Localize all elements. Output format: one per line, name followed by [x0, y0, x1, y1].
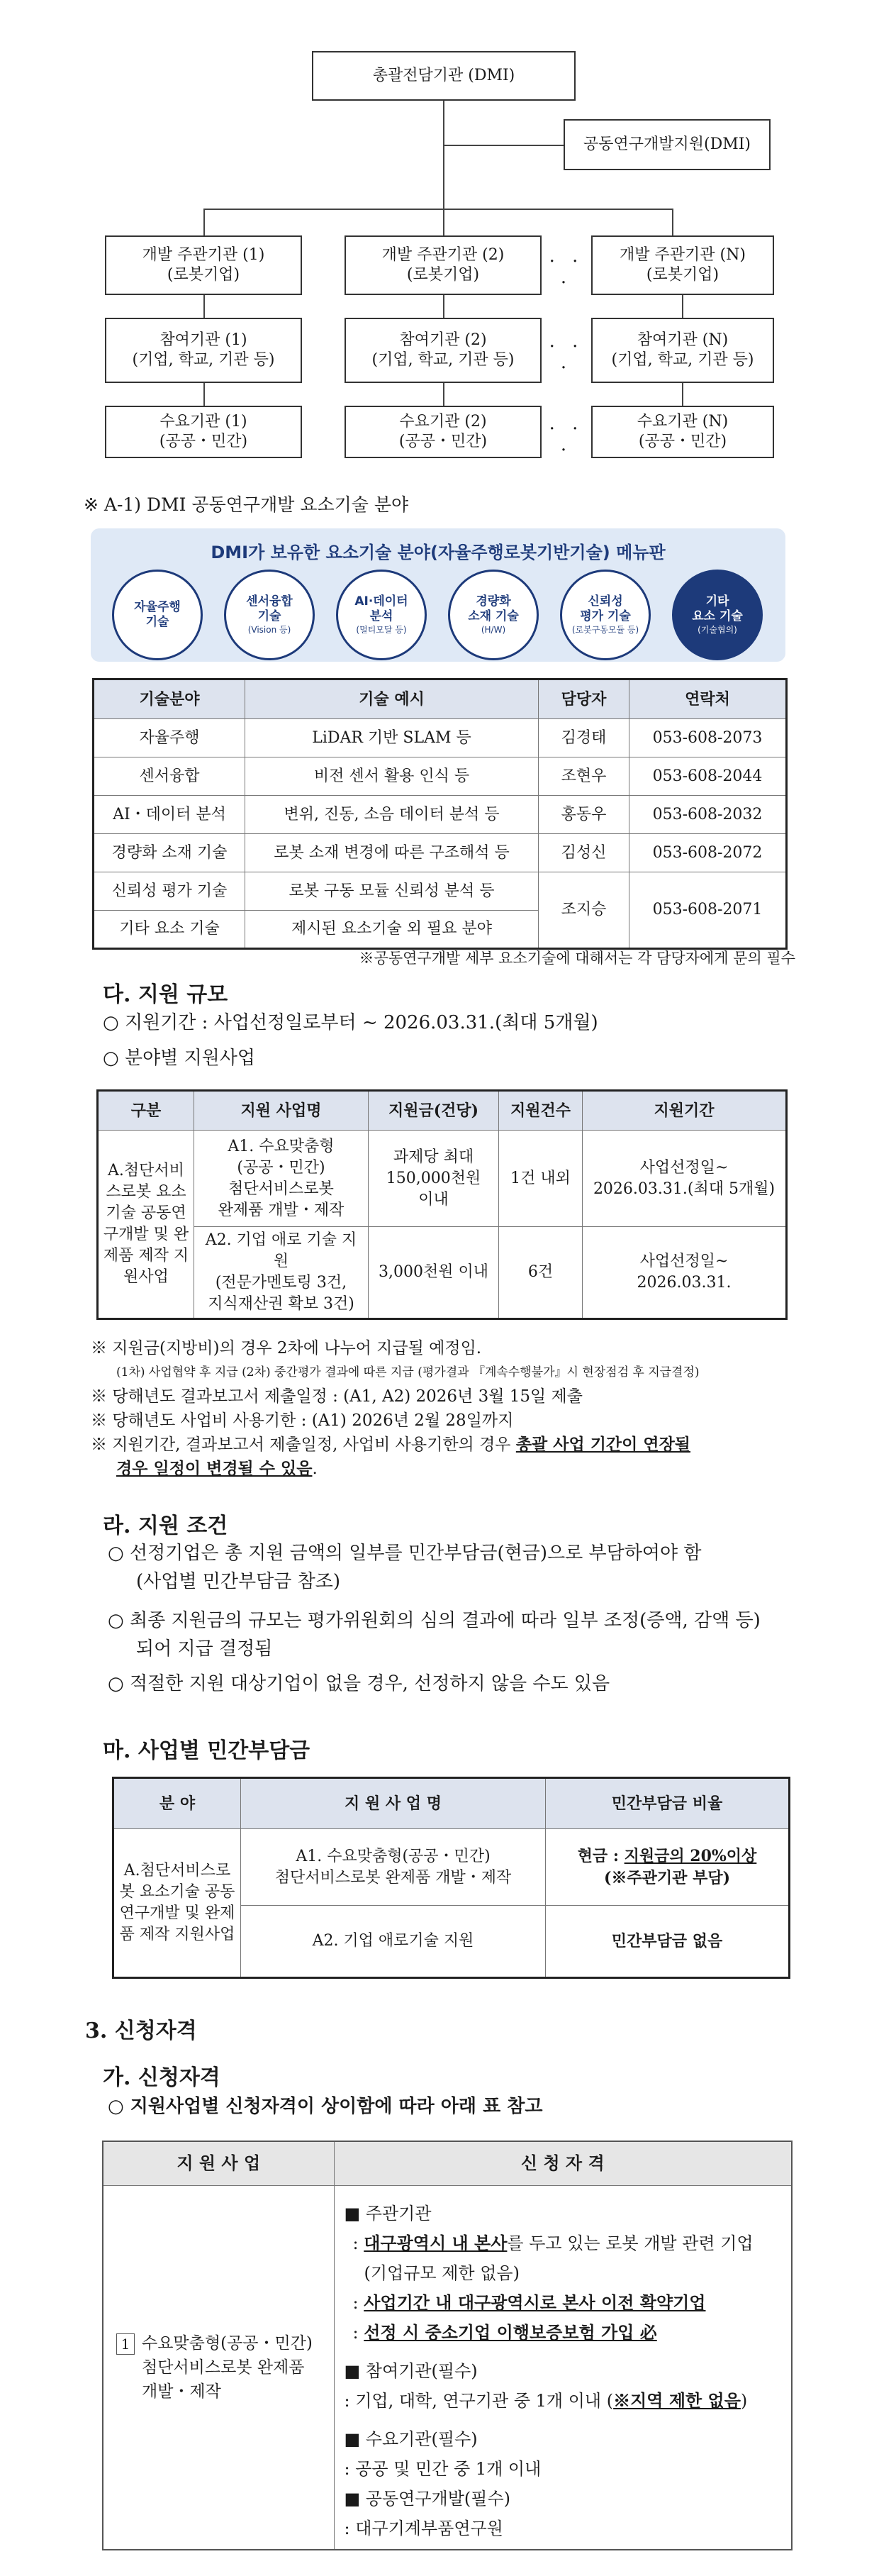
ratio-note: (※주관기관 부담)	[604, 1869, 730, 1887]
org-dem-1-sub: (공공・민간)	[159, 433, 248, 450]
cell-field: 경량화 소재 기술	[94, 834, 245, 872]
org-lead-2-sub: (로봇기업)	[406, 266, 480, 284]
note-line: ※ 지원금(지방비)의 경우 2차에 나누어 지급될 예정임.	[91, 1339, 482, 1358]
circle-sub: (Vision 등)	[247, 625, 291, 635]
cell-manager: 김경태	[539, 719, 629, 757]
circle-line1: 자율주행	[134, 600, 181, 614]
org-connector	[443, 145, 564, 146]
cell-example: 변위, 진동, 소음 데이터 분석 등	[245, 796, 539, 834]
org-connector	[443, 101, 444, 209]
circle-sub: (기술협의)	[698, 625, 737, 635]
note-line: (1차) 사업협약 후 지급 (2차) 중간평가 결과에 따른 지급 (평가결과 『계속수행불가』시 현장점검 후 지급결정)	[116, 1365, 700, 1379]
program-cell	[194, 1227, 369, 1319]
table-header: 기술분야	[94, 679, 245, 719]
table-row	[94, 872, 787, 911]
table-row	[94, 796, 787, 834]
cell-example: 제시된 요소기술 외 필요 분야	[245, 911, 539, 949]
cell-example: 로봇 소재 변경에 따른 구조해석 등	[245, 834, 539, 872]
qual-line	[345, 2288, 782, 2318]
org-dem-2-label: 수요기관 (2)	[399, 413, 487, 431]
org-lead-1	[105, 235, 302, 295]
qual-text: : 기업, 대학, 연구기관 중 1개 이내 (	[344, 2390, 614, 2411]
table-row	[94, 757, 787, 796]
tech-contact-table	[92, 678, 788, 950]
qual-line	[345, 2386, 782, 2416]
qualification-cell	[334, 2185, 792, 2550]
condition-line: ○ 선정기업은 총 지원 금액의 일부를 민간부담금(현금)으로 부담하여야 함	[108, 1543, 702, 1564]
org-lead-n	[591, 235, 774, 295]
table-header: 지원건수	[499, 1091, 583, 1131]
category-cell: A.첨단서비스로봇 요소기술 공동연구개발 및 완제품 제작 지원사업	[113, 1829, 241, 1978]
ratio-cell	[546, 1829, 790, 1906]
eligibility-table	[102, 2141, 793, 2550]
note-line: ※ 당해년도 결과보고서 제출일정 : (A1, A2) 2026년 3월 15일 제출	[91, 1387, 583, 1406]
table-row	[113, 1829, 790, 1906]
org-lead-n-label: 개발 주관기관 (N)	[620, 246, 746, 264]
program-cell	[241, 1829, 546, 1906]
condition-line: (사업별 민간부담금 참조)	[136, 1571, 340, 1592]
program-number-box: 1	[116, 2333, 135, 2355]
cell-example: 비전 센서 활용 인식 등	[245, 757, 539, 796]
tech-circle-sensor	[224, 570, 315, 660]
cell-field: AI・데이터 분석	[94, 796, 245, 834]
ratio-line	[550, 1845, 784, 1867]
table-header: 담당자	[539, 679, 629, 719]
amount-cell	[369, 1131, 499, 1227]
note-text: ※ 지원기간, 결과보고서 제출일정, 사업비 사용기한의 경우	[91, 1436, 511, 1454]
section-3-sub: 가. 신청자격	[103, 2065, 220, 2090]
qual-line: : 공공 및 민간 중 1개 이내	[344, 2458, 542, 2479]
org-connector	[682, 383, 683, 406]
qual-heading: ■ 주관기관	[344, 2203, 432, 2224]
qual-line	[345, 2228, 782, 2258]
cell-phone: 053-608-2044	[629, 757, 787, 796]
qual-emphasis: ※지역 제한 없음	[613, 2389, 741, 2411]
table-header: 구분	[98, 1091, 194, 1131]
table-header: 지원 사업명	[194, 1091, 369, 1131]
tech-circle-ai	[336, 570, 427, 660]
ratio-label: 현금 :	[577, 1847, 625, 1865]
table-header: 연락처	[629, 679, 787, 719]
org-part-1	[105, 318, 302, 383]
qual-colon: :	[352, 2233, 364, 2253]
program-cell: A2. 기업 애로기술 지원	[241, 1906, 546, 1978]
note-emphasis: 총괄 사업 기간이 연장될	[515, 1435, 691, 1454]
circle-line1: 신뢰성	[588, 594, 623, 609]
org-connector	[443, 295, 444, 318]
org-connector	[682, 295, 683, 318]
circle-line2: 소재 기술	[468, 609, 519, 623]
qual-emphasis: 사업기간 내 대구광역시로 본사 이전 확약기업	[364, 2292, 706, 2313]
circle-line2: 평가 기술	[580, 609, 631, 623]
table-header: 지 원 사 업	[103, 2141, 334, 2185]
circle-line1: 기타	[705, 594, 729, 609]
org-part-2	[345, 318, 542, 383]
amount-cell: 3,000천원 이내	[369, 1227, 499, 1319]
program-line: (전문가멘토링 3건,	[215, 1274, 347, 1292]
section-3-title: 3. 신청자격	[85, 2019, 197, 2043]
org-side-box	[564, 119, 771, 170]
org-part-1-sub: (기업, 학교, 기관 등)	[132, 351, 275, 369]
circle-line2: 기술	[145, 615, 169, 629]
org-part-1-label: 참여기관 (1)	[159, 331, 247, 349]
cell-phone: 053-608-2073	[629, 719, 787, 757]
cell-phone: 053-608-2071	[629, 872, 787, 949]
org-part-2-label: 참여기관 (2)	[399, 331, 487, 349]
org-part-n-sub: (기업, 학교, 기관 등)	[611, 351, 754, 369]
table-header: 지 원 사 업 명	[241, 1778, 546, 1829]
condition-1	[108, 1539, 802, 1596]
period-cell	[583, 1227, 787, 1319]
org-ellipsis: · · ·	[549, 418, 584, 461]
cell-field: 신뢰성 평가 기술	[94, 872, 245, 911]
note-line	[91, 1433, 800, 1457]
program-line: 개발・제작	[142, 2382, 221, 2401]
a1-footnote: ※공동연구개발 세부 요소기술에 대해서는 각 담당자에게 문의 필수	[359, 950, 795, 967]
period-line: 2026.03.31.	[637, 1274, 732, 1292]
program-cell	[103, 2185, 334, 2550]
org-part-n	[591, 318, 774, 383]
ratio-cell: 민간부담금 없음	[546, 1906, 790, 1978]
table-header: 민간부담금 비율	[546, 1778, 790, 1829]
cell-manager: 홍동우	[539, 796, 629, 834]
circle-sub: (멀티모달 등)	[356, 625, 407, 635]
table-row	[94, 719, 787, 757]
table-header: 기술 예시	[245, 679, 539, 719]
cell-example: LiDAR 기반 SLAM 등	[245, 719, 539, 757]
period-line: 사업선정일~	[639, 1253, 729, 1270]
org-dem-n-sub: (공공・민간)	[638, 433, 727, 450]
circle-line2: 기술	[257, 609, 281, 623]
org-lead-2-label: 개발 주관기관 (2)	[381, 246, 505, 264]
cell-field: 자율주행	[94, 719, 245, 757]
tech-circle-autonomous	[112, 570, 203, 660]
program-line: 첨단서비스로봇 완제품	[142, 2358, 305, 2377]
table-row	[98, 1131, 787, 1227]
cell-phone: 053-608-2072	[629, 834, 787, 872]
cell-manager: 조지승	[539, 872, 629, 949]
org-dem-1	[105, 406, 302, 458]
org-lead-n-sub: (로봇기업)	[646, 266, 720, 284]
org-connector	[443, 209, 444, 235]
cell-manager: 김성신	[539, 834, 629, 872]
count-cell: 6건	[499, 1227, 583, 1319]
tech-circle-other	[672, 570, 763, 660]
condition-2	[108, 1606, 802, 1663]
private-share-table	[112, 1777, 790, 1979]
org-lead-1-sub: (로봇기업)	[167, 266, 240, 284]
condition-line: 되어 지급 결정됨	[136, 1638, 273, 1660]
org-ellipsis: · · ·	[549, 251, 584, 294]
org-lead-2	[345, 235, 542, 295]
eligibility-note: ○ 지원사업별 신청자격이 상이함에 따라 아래 표 참고	[108, 2096, 543, 2117]
program-line: (공공・민간)	[237, 1158, 325, 1177]
note-period: .	[312, 1460, 318, 1478]
circle-line2: 분석	[369, 609, 393, 623]
tech-circle-lightweight	[448, 570, 539, 660]
org-dem-n-label: 수요기관 (N)	[637, 413, 729, 431]
table-header: 지원기간	[583, 1091, 787, 1131]
org-connector	[203, 209, 205, 235]
qual-emphasis: 선정 시 중소기업 이행보증보험 가입 必	[364, 2321, 657, 2343]
org-top-label: 총괄전담기관 (DMI)	[372, 67, 515, 84]
program-line: 지식재산권 확보 3건)	[208, 1295, 354, 1313]
program-line: A1. 수요맞춤형	[228, 1137, 335, 1155]
qual-heading: ■ 참여기관(필수)	[344, 2360, 478, 2381]
org-ellipsis: · · ·	[549, 336, 584, 379]
support-programs: ○ 분야별 지원사업	[103, 1048, 256, 1069]
program-line: 완제품 개발・제작	[218, 1201, 345, 1219]
support-scale-table	[96, 1089, 788, 1320]
org-dem-1-label: 수요기관 (1)	[159, 413, 247, 431]
period-cell	[583, 1131, 787, 1227]
table-row	[98, 1227, 787, 1319]
cell-field: 센서융합	[94, 757, 245, 796]
table-row	[94, 834, 787, 872]
org-connector	[672, 209, 673, 235]
circle-line1: AI·데이터	[354, 594, 408, 609]
section-ra-title: 라. 지원 조건	[103, 1514, 228, 1538]
table-row	[103, 2185, 792, 2550]
table-header: 지원금(건당)	[369, 1091, 499, 1131]
section-a1-title: ※ A-1) DMI 공동연구개발 요소기술 분야	[84, 494, 409, 515]
org-dem-n	[591, 406, 774, 458]
cell-manager: 조현우	[539, 757, 629, 796]
period-line: 사업선정일~	[639, 1158, 729, 1177]
cell-phone: 053-608-2032	[629, 796, 787, 834]
qual-text: )	[740, 2390, 748, 2411]
qual-text: 를 두고 있는 로봇 개발 관련 기업	[507, 2233, 754, 2253]
org-side-label: 공동연구개발지원(DMI)	[583, 135, 751, 153]
circle-sub: (H/W)	[481, 625, 506, 635]
org-part-2-sub: (기업, 학교, 기관 등)	[371, 351, 515, 369]
org-dem-2	[345, 406, 542, 458]
ratio-value: 지원금의 20%이상	[624, 1847, 757, 1865]
circle-line1: 센서융합	[246, 594, 293, 609]
notes-block	[91, 1336, 800, 1481]
section-ma-title: 마. 사업별 민간부담금	[103, 1738, 310, 1763]
org-connector	[203, 209, 673, 210]
program-line: A1. 수요맞춤형(공공・민간)	[296, 1847, 491, 1865]
qual-colon: :	[352, 2322, 364, 2343]
qual-heading: ■ 수요기관(필수)	[344, 2428, 478, 2449]
condition-3: ○ 적절한 지원 대상기업이 없을 경우, 선정하지 않을 수도 있음	[108, 1673, 610, 1694]
org-connector	[443, 383, 444, 406]
support-period: ○ 지원기간 : 사업선정일로부터 ~ 2026.03.31.(최대 5개월)	[103, 1012, 598, 1033]
tech-circle-reliability	[560, 570, 651, 660]
program-line: 첨단서비스로봇	[228, 1179, 334, 1198]
org-part-n-label: 참여기관 (N)	[637, 331, 729, 349]
program-line: 첨단서비스로봇 완제품 개발・제작	[274, 1868, 512, 1887]
condition-line: ○ 최종 지원금의 규모는 평가위원회의 심의 결과에 따라 일부 조정(증액, 감액 등)	[108, 1610, 761, 1631]
qual-heading: ■ 공동연구개발(필수)	[344, 2488, 511, 2509]
circle-sub: (로봇구동모듈 등)	[571, 625, 639, 635]
note-line	[91, 1457, 800, 1481]
cell-field: 기타 요소 기술	[94, 911, 245, 949]
count-cell: 1건 내외	[499, 1131, 583, 1227]
qual-line: : 대구기계부품연구원	[344, 2518, 503, 2538]
note-emphasis: 경우 일정이 변경될 수 있음	[116, 1459, 313, 1478]
table-header: 신 청 자 격	[334, 2141, 792, 2185]
note-line: ※ 당해년도 사업비 사용기한 : (A1) 2026년 2월 28일까지	[91, 1411, 514, 1430]
period-line: 2026.03.31.(최대 5개월)	[593, 1179, 776, 1198]
circle-line1: 경량화	[476, 594, 511, 609]
section-da-title: 다. 지원 규모	[103, 982, 228, 1007]
qual-colon: :	[352, 2292, 364, 2313]
qual-line	[345, 2318, 782, 2348]
org-connector	[203, 295, 205, 318]
org-lead-1-label: 개발 주관기관 (1)	[142, 246, 265, 264]
program-line: 수요맞춤형(공공・민간)	[142, 2333, 313, 2353]
amount-line: 이내	[418, 1190, 449, 1209]
qual-line: (기업규모 제한 없음)	[364, 2263, 520, 2283]
amount-line: 150,000천원	[386, 1169, 481, 1187]
amount-line: 과제당 최대	[393, 1148, 474, 1166]
org-connector	[203, 383, 205, 406]
tech-menu-banner	[91, 528, 785, 662]
category-cell: A.첨단서비스로봇 요소기술 공동연구개발 및 완제품 제작 지원사업	[98, 1131, 194, 1319]
table-header: 분 야	[113, 1778, 241, 1829]
banner-title: DMI가 보유한 요소기술 분야(자율주행로봇기반기술) 메뉴판	[211, 543, 666, 562]
cell-example: 로봇 구동 모듈 신뢰성 분석 등	[245, 872, 539, 911]
org-top-box	[312, 51, 576, 101]
circle-line2: 요소 기술	[692, 609, 743, 623]
qual-emphasis: 대구광역시 내 본사	[364, 2232, 508, 2253]
org-dem-2-sub: (공공・민간)	[398, 433, 488, 450]
program-line: A2. 기업 애로 기술 지원	[205, 1231, 357, 1270]
program-cell	[194, 1131, 369, 1227]
